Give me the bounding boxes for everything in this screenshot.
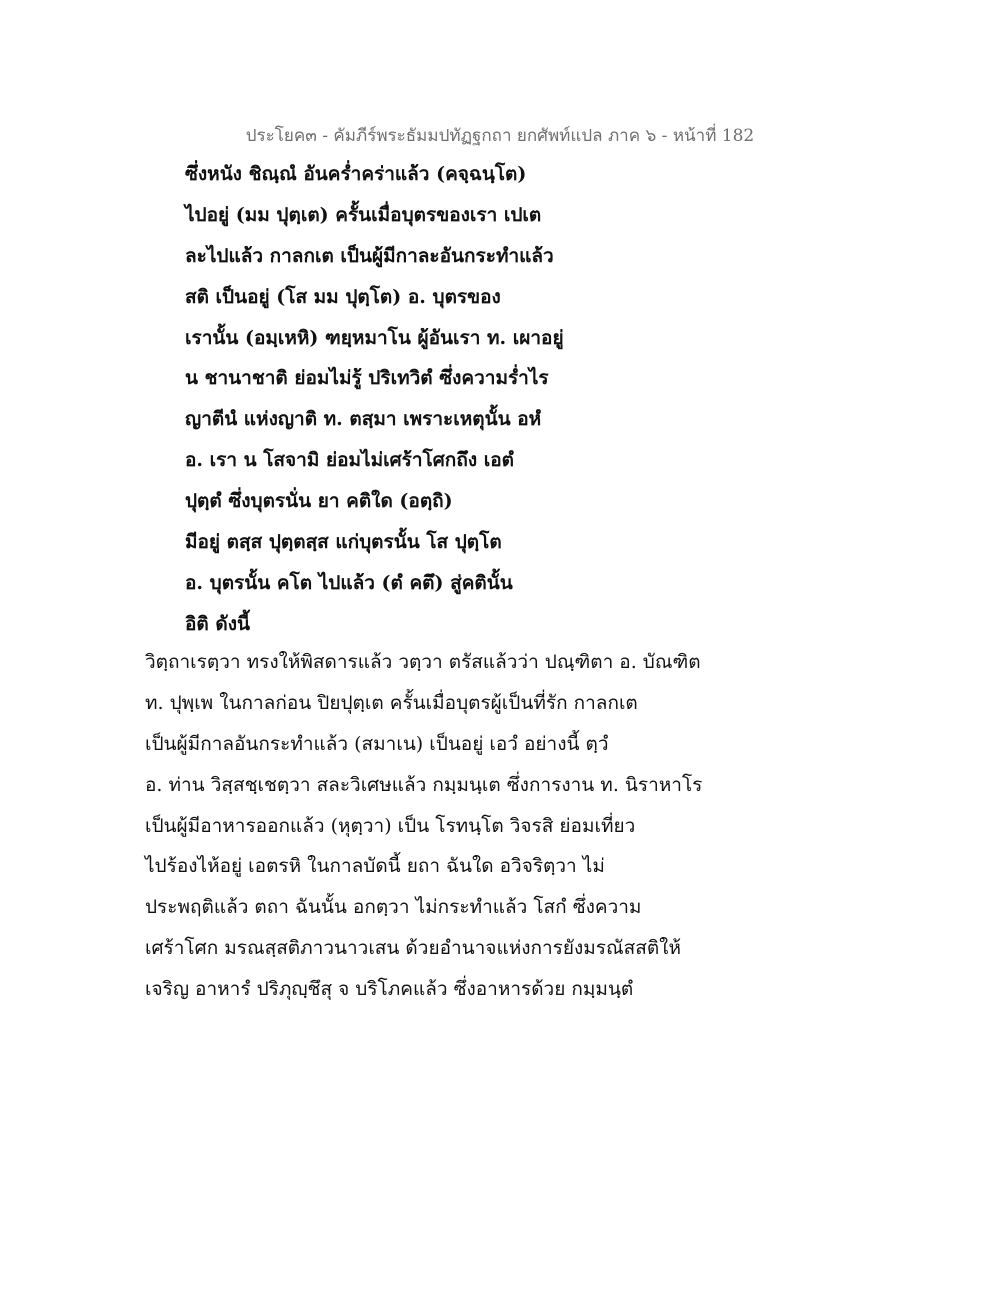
prose-line: ไปร้องไห้อยู่ เอตรหิ ในกาลบัดนี้ ยถา ฉันใด อวิจริตฺวา ไม่ xyxy=(145,855,605,878)
prose-line: เจริญ อาหารํ ปริภุญฺชึสุ จ บริโภคแล้ว ซึ่งอาหารด้วย กมฺมนฺตํ xyxy=(145,978,634,1001)
prose-line: เศร้าโศก มรณสฺสติภาวนาวเสน ด้วยอำนาจแห่งการยังมรณัสสติให้ xyxy=(145,937,681,960)
verse-line: อิติ ดังนี้ xyxy=(185,612,250,635)
prose-line: เป็นผู้มีอาหารออกแล้ว (หุตฺวา) เป็น โรทนฺโต วิจรสิ ย่อมเที่ยว xyxy=(145,814,636,837)
verse-line: ละไปแล้ว กาลกเต เป็นผู้มีกาละอันกระทำแล้ว xyxy=(185,244,554,267)
verse-line: เรานั้น (อมฺเหหิ) ฑยฺหมาโน ผู้อันเรา ท. เผาอยู่ xyxy=(185,326,564,349)
prose-block xyxy=(145,648,765,1016)
verse-line: มีอยู่ ตสฺส ปุตฺตสฺส แก่บุตรนั้น โส ปุตฺโต xyxy=(185,531,502,554)
verse-line: ญาตีนํ แห่งญาติ ท. ตสฺมา เพราะเหตุนั้น อหํ xyxy=(185,408,542,431)
prose-line: ประพฤติแล้ว ตถา ฉันนั้น อกตฺวา ไม่กระทำแล้ว โสกํ ซึ่งความ xyxy=(145,896,642,919)
page-header: ประโยค๓ - คัมภีร์พระธัมมปทัฏฐกถา ยกศัพท์แปล ภาค ๖ - หน้าที่ 182 xyxy=(245,126,755,146)
prose-line: ท. ปุพฺเพ ในกาลก่อน ปิยปุตฺเต ครั้นเมื่อบุตรผู้เป็นที่รัก กาลกเต xyxy=(145,691,638,714)
verse-line: สติ เป็นอยู่ (โส มม ปุตฺโต) อ. บุตรของ xyxy=(185,285,501,308)
verse-line: ซึ่งหนัง ชิณฺณํ อันคร่ำคร่าแล้ว (คจฺฉนฺโต) xyxy=(185,163,527,185)
verse-line: ปุตฺตํ ซึ่งบุตรนั่น ยา คติใด (อตฺถิ) xyxy=(185,490,453,513)
verse-line: ไปอยู่ (มม ปุตฺเต) ครั้นเมื่อบุตรของเรา เปเต xyxy=(185,203,542,226)
prose-line: วิตฺถาเรตฺวา ทรงให้พิสดารแล้ว วตฺวา ตรัสแล้วว่า ปณฺฑิตา อ. บัณฑิต xyxy=(145,651,701,673)
verse-line: น ชานาชาติ ย่อมไม่รู้ ปริเทวิตํ ซึ่งความร่ำไร xyxy=(185,367,549,390)
prose-line: เป็นผู้มีกาลอันกระทำแล้ว (สมาเน) เป็นอยู่ เอวํ อย่างนี้ ตฺวํ xyxy=(145,732,609,755)
verse-block xyxy=(185,160,645,651)
verse-line: อ. เรา น โสจามิ ย่อมไม่เศร้าโศกถึง เอตํ xyxy=(185,449,514,472)
verse-line: อ. บุตรนั้น คโต ไปแล้ว (ตํ คตึ) สู่คตินั้น xyxy=(185,571,513,594)
prose-line: อ. ท่าน วิสฺสชฺเชตฺวา สละวิเศษแล้ว กมฺมนฺเต ซึ่งการงาน ท. นิราหาโร xyxy=(145,773,703,796)
